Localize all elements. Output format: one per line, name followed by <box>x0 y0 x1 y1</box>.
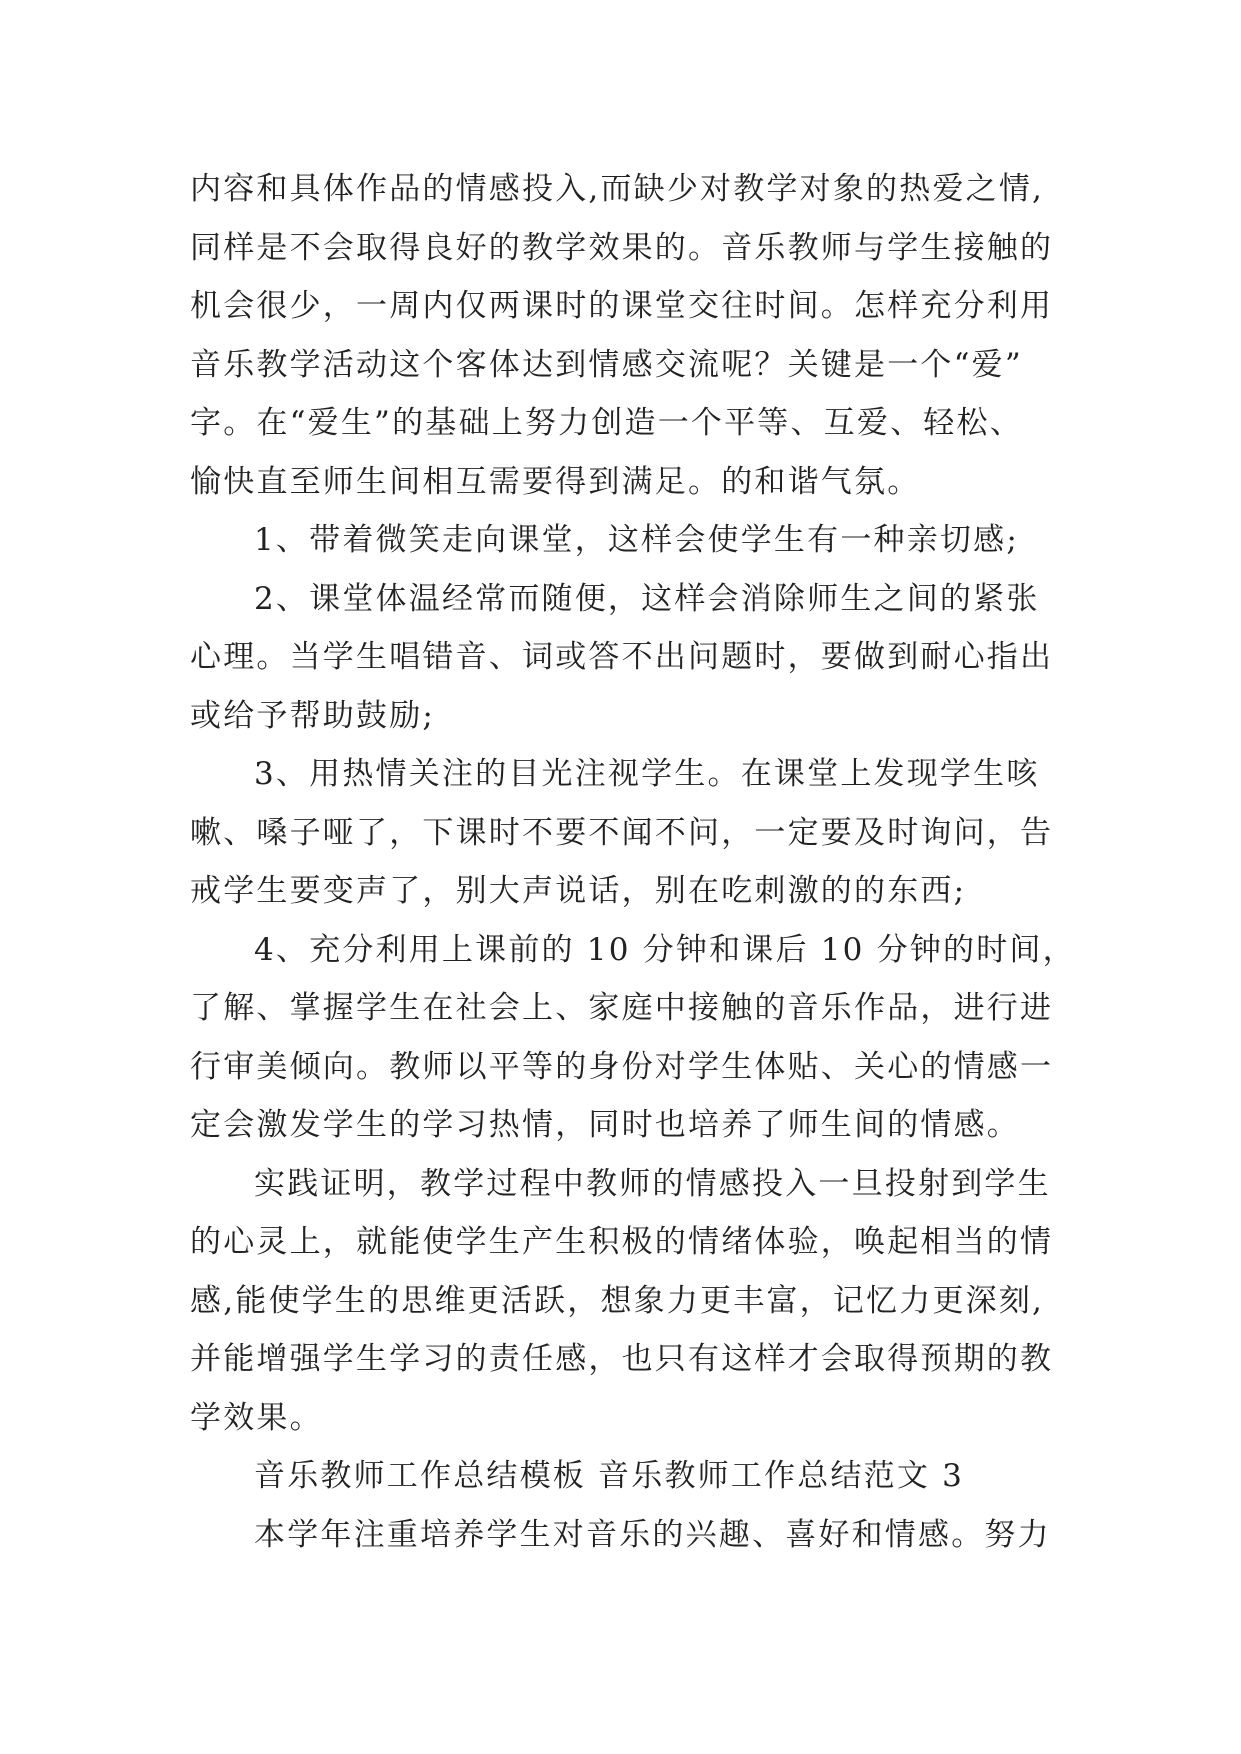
text-line: 心理。当学生唱错音、词或答不出问题时，要做到耐心指出 <box>190 639 1054 675</box>
text-line: 学效果。 <box>190 1399 323 1436</box>
text-line: 并能增强学生学习的责任感，也只有这样才会取得预期的教 <box>190 1341 1054 1377</box>
section-heading: 音乐教师工作总结模板 音乐教师工作总结范文 3 <box>254 1458 965 1494</box>
text-line: 愉快直至师生间相互需要得到满足。的和谐气氛。 <box>190 463 921 500</box>
text-line: 或给予帮助鼓励; <box>190 697 436 734</box>
text-line: 嗽、嗓子哑了，下课时不要不闻不问，一定要及时询问，告 <box>190 814 1054 851</box>
document-body <box>190 160 1090 1564</box>
text-line: 字。在“爱生”的基础上努力创造一个平等、互爱、轻松、 <box>190 405 1023 441</box>
text-line: 了解、掌握学生在社会上、家庭中接触的音乐作品，进行进 <box>190 990 1054 1026</box>
list-item-2: 2、课堂体温经常而随便，这样会消除师生之间的紧张 <box>254 580 1040 617</box>
paragraph-start: 本学年注重培养学生对音乐的兴趣、喜好和情感。努力 <box>254 1516 1051 1553</box>
text-line: 行审美倾向。教师以平等的身份对学生体贴、关心的情感一 <box>190 1048 1054 1085</box>
text-line: 定会激发学生的学习热情，同时也培养了师生间的情感。 <box>190 1107 1020 1143</box>
list-item-4: 4、充分利用上课前的 10 分钟和课后 10 分钟的时间， <box>254 931 1076 968</box>
text-line: 感,能使学生的思维更活跃，想象力更丰富，记忆力更深刻, <box>190 1282 1045 1319</box>
text-line: 戒学生要变声了，别大声说话，别在吃刺激的的东西; <box>190 873 967 909</box>
text-line: 机会很少，一周内仅两课时的课堂交往时间。怎样充分利用 <box>190 288 1054 324</box>
list-item-1: 1、带着微笑走向课堂，这样会使学生有一种亲切感; <box>254 522 1019 558</box>
text-line: 内容和具体作品的情感投入,而缺少对教学对象的热爱之情, <box>190 171 1045 207</box>
text-line: 同样是不会取得良好的教学效果的。音乐教师与学生接触的 <box>190 229 1054 266</box>
list-item-3: 3、用热情关注的目光注视学生。在课堂上发现学生咳 <box>254 756 1040 792</box>
text-line: 的心灵上，就能使学生产生积极的情绪体验，唤起相当的情 <box>190 1224 1054 1260</box>
paragraph-start: 实践证明，教学过程中教师的情感投入一旦投射到学生 <box>254 1165 1051 1202</box>
text-line: 音乐教学活动这个客体达到情感交流呢？关键是一个“爱” <box>190 346 1023 383</box>
